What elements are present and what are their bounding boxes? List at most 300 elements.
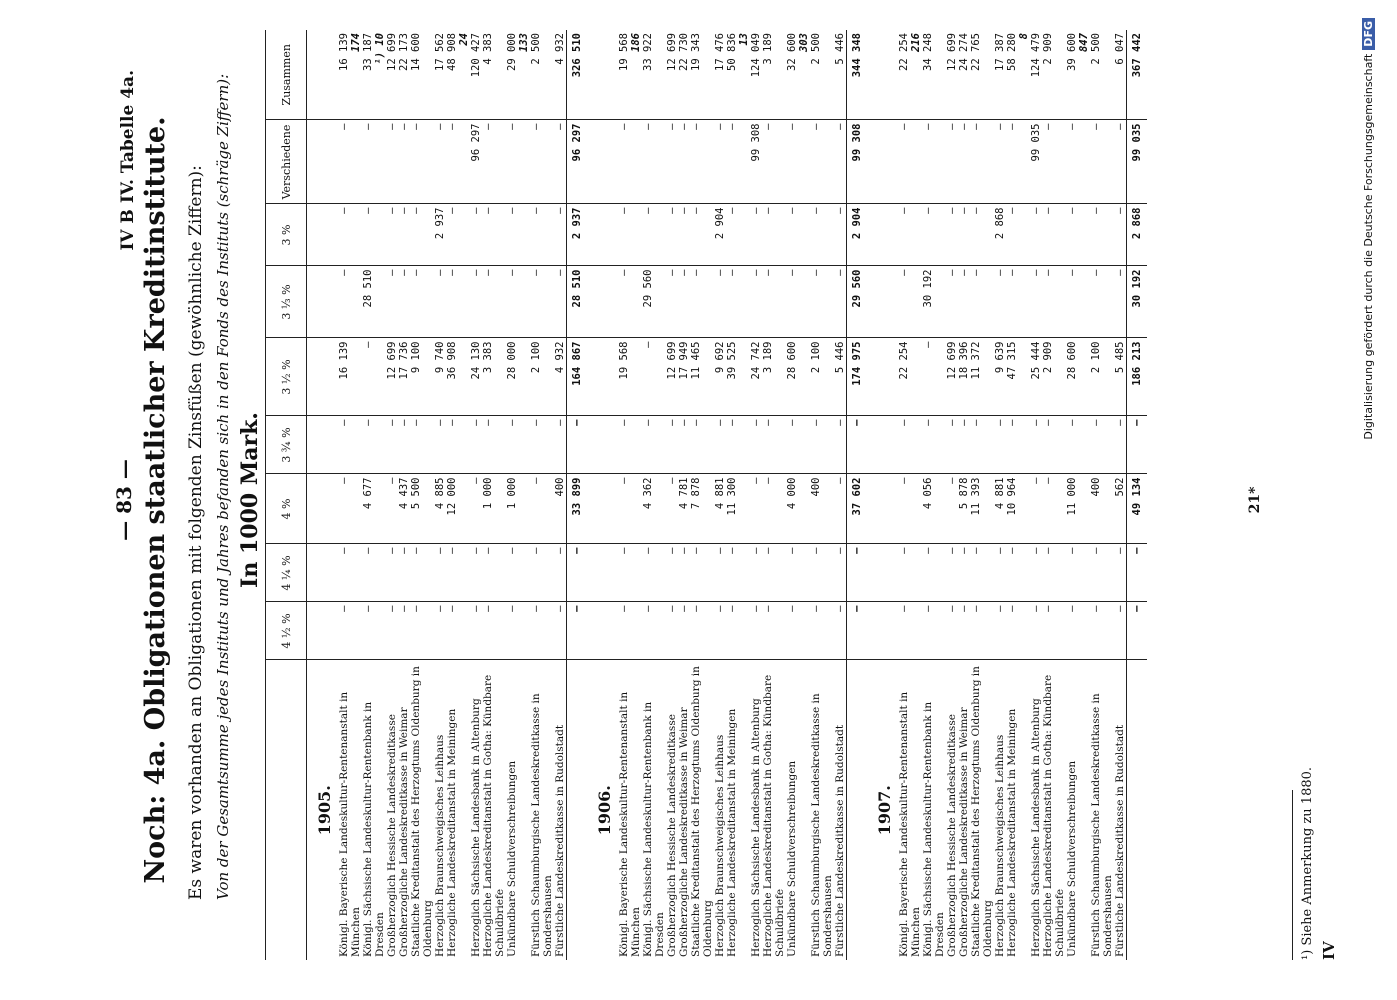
table-row — [714, 30, 726, 960]
value-text: — — [898, 605, 910, 612]
value-text: 11 465 — [690, 341, 702, 380]
value-text: 400 — [810, 477, 822, 497]
value-text: — — [666, 605, 678, 612]
sum-cell: — — [1127, 602, 1148, 660]
page-title: Noch: 4a. Obligationen staatlicher Kreditinstitute. — [140, 116, 171, 884]
value-text: 4 781 — [678, 477, 690, 510]
value-text: — — [362, 605, 374, 612]
value-cell — [618, 338, 642, 416]
value-cell — [666, 204, 678, 266]
empty-cell — [587, 544, 618, 602]
value-cell — [338, 266, 362, 338]
value-cell — [1030, 602, 1042, 660]
value-cell — [642, 602, 666, 660]
value-cell — [386, 474, 398, 544]
value-cell — [530, 204, 554, 266]
value-text: — — [386, 477, 398, 484]
value-text: — — [362, 547, 374, 554]
value-text: — — [678, 123, 690, 130]
value-cell — [922, 602, 946, 660]
value-text: 22 254 — [898, 33, 910, 71]
value-text: 11 300 — [726, 477, 738, 516]
value-text: 4 383 — [482, 33, 494, 65]
value-cell — [554, 30, 567, 120]
value-text: — — [958, 269, 970, 276]
value-cell — [1006, 338, 1030, 416]
value-cell — [898, 416, 922, 474]
value-cell — [362, 266, 386, 338]
signature-mark: IV — [1320, 941, 1338, 960]
value-text: — — [958, 207, 970, 214]
sum-cell: 37 602 — [847, 474, 868, 544]
value-text: — — [994, 269, 1006, 276]
fund-value: 186 — [630, 33, 642, 52]
year-row — [867, 30, 898, 960]
value-cell — [1090, 474, 1114, 544]
value-text: 4 000 — [786, 477, 798, 510]
value-cell — [470, 266, 482, 338]
value-cell — [726, 338, 750, 416]
value-text: — — [1006, 419, 1018, 426]
value-text: 124 049 — [750, 33, 762, 78]
value-text: 4 362 — [642, 477, 654, 510]
value-cell — [1114, 204, 1127, 266]
value-text: 24 742 — [750, 341, 762, 380]
value-text: 2 937 — [434, 207, 446, 240]
value-text: — — [482, 419, 494, 426]
value-cell — [506, 544, 530, 602]
value-cell — [398, 204, 410, 266]
value-cell — [446, 30, 470, 120]
value-cell — [714, 120, 726, 204]
value-text: — — [922, 123, 934, 130]
value-text: — — [642, 605, 654, 612]
institute-name: Fürstliche Landeskreditkasse in Rudolstadt — [554, 724, 566, 957]
value-text: — — [750, 207, 762, 214]
sum-cell: — — [567, 602, 588, 660]
value-cell — [1042, 338, 1066, 416]
institute-name: Fürstliche Landeskreditkasse in Rudolstadt — [1114, 724, 1126, 957]
value-text: — — [786, 419, 798, 426]
value-cell — [398, 602, 410, 660]
value-cell — [958, 338, 970, 416]
value-cell — [642, 266, 666, 338]
value-cell — [898, 474, 922, 544]
value-text: — — [714, 123, 726, 130]
column-header: Zusammen — [266, 30, 307, 120]
page-code: 21* — [1247, 486, 1263, 514]
value-cell — [690, 266, 714, 338]
value-text: 17 949 — [678, 341, 690, 380]
footnote-divider — [1292, 790, 1293, 960]
value-cell — [786, 266, 810, 338]
value-cell — [1006, 544, 1030, 602]
value-text: — — [446, 269, 458, 276]
year-label: 1906. — [595, 785, 614, 836]
value-cell — [922, 120, 946, 204]
value-text: 9 692 — [714, 341, 726, 374]
value-cell — [946, 30, 958, 120]
value-text: — — [410, 207, 422, 214]
unit-label: In 1000 Mark. — [237, 412, 263, 588]
value-text: — — [994, 419, 1006, 426]
value-cell — [642, 30, 666, 120]
table-row — [726, 30, 750, 960]
value-cell — [994, 416, 1006, 474]
value-text: — — [898, 419, 910, 426]
value-text: — — [1030, 605, 1042, 612]
value-text: — — [410, 547, 422, 554]
value-text: — — [690, 123, 702, 130]
value-text: — — [678, 269, 690, 276]
value-text: — — [898, 207, 910, 214]
value-cell — [898, 602, 922, 660]
value-cell — [714, 266, 726, 338]
value-text: — — [618, 269, 630, 276]
value-cell — [642, 474, 666, 544]
institute-name: Fürstlich Schaumburgische Landeskreditkasse in Sondershausen — [1090, 693, 1114, 957]
value-cell — [762, 602, 786, 660]
header-row — [266, 30, 307, 960]
value-cell — [898, 266, 922, 338]
sum-label — [847, 660, 868, 960]
value-text: — — [642, 123, 654, 130]
value-cell — [410, 120, 434, 204]
value-text: — — [1066, 605, 1078, 612]
value-cell — [994, 602, 1006, 660]
value-text: — — [618, 207, 630, 214]
value-text: — — [530, 477, 542, 484]
value-cell — [446, 602, 470, 660]
value-text: 30 192 — [922, 269, 934, 308]
value-cell — [642, 204, 666, 266]
value-text: — — [506, 207, 518, 214]
institute-name: Herzogliche Landeskreditanstalt in Gotha: Kündbare Schuldbriefe — [482, 674, 506, 957]
value-cell — [750, 338, 762, 416]
value-text: — — [690, 419, 702, 426]
value-text: — — [386, 605, 398, 612]
institute-name: Unkündbare Schuldverschreibungen — [786, 760, 798, 957]
value-cell — [1066, 30, 1090, 120]
value-text: 28 600 — [1066, 341, 1078, 380]
value-cell — [618, 416, 642, 474]
value-cell — [386, 416, 398, 474]
sum-cell: — — [1127, 416, 1148, 474]
institute-name: Herzoglich Braunschweigisches Leihhaus — [714, 734, 726, 957]
value-cell — [970, 204, 994, 266]
value-text: 19 568 — [618, 341, 630, 380]
value-text: — — [946, 605, 958, 612]
value-text: — — [1114, 605, 1126, 612]
value-cell — [470, 338, 482, 416]
value-text: 124 479 — [1030, 33, 1042, 78]
institute-name: Großherzoglich Hessische Landeskreditkasse — [946, 714, 958, 957]
rotated-page: — 83 — IV B IV. Tabelle 4a. Noch: 4a. Obligationen staatlicher Kreditinstitute. Es waren vorhanden an Obligationen mit folgenden Zinsfüßen (gewöhnliche Ziffern): Von der Gesamtsumme jedes Instituts und Jahres befanden sich in den Fonds des Instituts (schräge Ziffern): In 1000 Mark. 4 ½ % 4 ¼ % 4 % 3 ¾ % 3 ½ % 3 ⅓ % 3 % Verschiedene Zusammen 1905. Königl. Bayerische Landeskultur-Rentenanstalt in München — — — — 16 139 — — — 16 139 174 Königl. Sächsische Landeskultur-Rentenbank in Dresden — — 4 677 — — 28 510 — — 33 187 ¹) 10 Großherzoglich Hessische Landeskreditkasse — — — — 12 699 — — — 12 699 Großherzogliche Landeskreditkasse in Weimar — — 4 437 — 17 736 — — — 22 173 Staatliche Kreditanstalt des Herzogtums Oldenburg in Oldenburg — — 5 500 — 9 100 — — — 14 600 Herzoglich Braunschweigisches Leihhaus — — 4 885 — 9 740 — 2 937 — 17 562 Herzogliche Landeskreditanstalt in Meiningen — — 12 000 — 36 908 — — — 48 908 24 Herzoglich Sächsische Landesbank in Altenburg — — — — 24 130 — — 96 297 120 427 Herzogliche Landeskreditanstalt in Gotha: Kündbare Schuldbriefe — — 1 000 — 3 383 — — — 4 383 Unkündbare Schuldverschreibungen — — 1 000 — 28 000 — — — 29 000 133 Fürstlich Schaumburgische Landeskreditkasse in Sondershausen — — — — 2 100 — — — 2 500 Fürstliche Landeskreditkasse in Rudolstadt — — 400 — 4 932 — — — 4 932 — — 33 899 — 164 867 28 510 2 937 96 297 326 510 1906. Königl. Bayerische Landeskultur-Rentenanstalt in München — — — — 19 568 — — — 19 568 186 Königl. Sächsische Landeskultur-Rentenbank in Dresden — — 4 362 — — 29 560 — — 33 922 Großherzoglich Hessische Landeskreditkasse — — — — 12 699 — — — 12 699 Großherzogliche Landeskreditkasse in Weimar — — 4 781 — 17 949 — — — 22 730 Staatliche Kreditanstalt des Herzogtums Oldenburg in Oldenburg — — 7 878 — 11 465 — — — 19 343 Herzoglich Braunschweigisches Leihhaus — — 4 881 — 9 692 — 2 904 — 17 476 Herzogliche Landeskreditanstalt in Meiningen — — 11 300 — 39 525 — — — 50 836 13 Herzoglich Sächsische Landesbank in Altenburg — — — — 24 742 — — 99 308 124 049 Herzogliche Landeskreditanstalt in Gotha: Kündbare Schuldbriefe — — — — 3 189 — — — 3 189 Unkündbare Schuldverschreibungen — — 4 000 — 28 600 — — — 32 600 303 Fürstlich Schaumburgische Landeskreditkasse in Sondershausen — — 400 — 2 100 — — — 2 500 Fürstliche Landeskreditkasse in Rudolstadt — — — — 5 446 — — — 5 446 — — 37 602 — 174 975 29 560 2 904 99 308 344 348 1907. Königl. Bayerische Landeskultur-Rentenanstalt in München — — — — 22 254 — — — 22 254 216 Königl. Sächsische Landeskultur-Rentenbank in Dresden — — 4 056 — — 30 192 — — 34 248 Großherzoglich Hessische Landeskreditkasse — — — — 12 699 — — — 12 699 Großherzogliche Landeskreditkasse in Weimar — — 5 878 — 18 396 — — — 24 274 Staatliche Kreditanstalt des Herzogtums Oldenburg in Oldenburg — — 11 393 — 11 372 — — — 22 765 Herzoglich Braunschweigisches Leihhaus — — 4 881 — 9 639 — 2 868 — 17 387 Herzogliche Landeskreditanstalt in Meiningen — — 10 964 — 47 315 — — — 58 280 8 Herzoglich Sächsische Landesbank in Altenburg — — — — 25 444 — — 99 035 124 479 Herzogliche Landeskreditanstalt in Gotha: Kündbare Schuldbriefe — — — — 2 909 — — — 2 909 Unkündbare Schuldverschreibungen — — 11 000 — 28 600 — — — 39 600 847 Fürstlich Schaumburgische Landeskreditkasse in Sondershausen — — 400 — 2 100 — — — 2 500 Fürstliche Landeskreditkasse in Rudolstadt — — 562 — 5 485 — — — 6 047 — — 49 134 — 186 213 30 192 2 868 99 035 367 442 21* ¹) Siehe Anmerkung zu 1880. IV Digitalisierung gefördert durch die Deutsche ForschungsgemeinschaftDFG — [0, 0, 1397, 1000]
value-text: — — [834, 605, 846, 612]
value-cell — [554, 544, 567, 602]
value-cell — [678, 120, 690, 204]
value-text: 5 485 — [1114, 341, 1126, 374]
value-cell — [678, 266, 690, 338]
value-text: — — [470, 477, 482, 484]
value-text: — — [810, 605, 822, 612]
value-text: — — [554, 419, 566, 426]
value-cell — [922, 416, 946, 474]
sum-cell: 174 975 — [847, 338, 868, 416]
value-text: 47 315 — [1006, 341, 1018, 380]
value-text: 12 699 — [946, 341, 958, 380]
value-text: — — [642, 419, 654, 426]
value-cell — [750, 266, 762, 338]
value-cell — [446, 474, 470, 544]
value-text: — — [446, 123, 458, 130]
value-text: — — [1090, 419, 1102, 426]
value-cell — [470, 416, 482, 474]
value-cell — [678, 30, 690, 120]
value-cell — [946, 602, 958, 660]
value-cell — [1042, 204, 1066, 266]
value-text: 4 932 — [554, 33, 566, 65]
value-cell — [398, 30, 410, 120]
value-cell — [834, 338, 847, 416]
value-text: — — [750, 477, 762, 484]
empty-cell — [867, 416, 898, 474]
value-text: 16 139 — [338, 341, 350, 380]
year-row — [307, 30, 339, 960]
value-text: — — [946, 207, 958, 214]
table-row — [410, 30, 434, 960]
value-text: — — [666, 419, 678, 426]
value-text: — — [1042, 605, 1054, 612]
institute-name: Königl. Bayerische Landeskultur-Rentenanstalt in München — [618, 691, 642, 957]
value-cell — [786, 338, 810, 416]
value-text: — — [994, 123, 1006, 130]
value-text: 12 000 — [446, 477, 458, 516]
value-cell — [398, 416, 410, 474]
empty-cell — [587, 474, 618, 544]
value-text: — — [762, 419, 774, 426]
value-text: 12 699 — [386, 33, 398, 71]
value-text: — — [786, 207, 798, 214]
value-text: 5 878 — [958, 477, 970, 510]
table-row — [750, 30, 762, 960]
value-text: — — [386, 419, 398, 426]
value-text: — — [362, 419, 374, 426]
value-cell — [446, 338, 470, 416]
value-cell — [338, 474, 362, 544]
value-cell — [1066, 544, 1090, 602]
value-cell — [554, 474, 567, 544]
value-cell — [970, 416, 994, 474]
value-text: — — [1006, 207, 1018, 214]
value-cell — [1114, 474, 1127, 544]
table-row — [446, 30, 470, 960]
value-text: 3 189 — [762, 33, 774, 65]
table-row — [946, 30, 958, 960]
value-cell — [714, 30, 726, 120]
value-text: — — [922, 207, 934, 214]
value-cell — [970, 266, 994, 338]
value-text: 4 677 — [362, 477, 374, 510]
value-text: — — [834, 419, 846, 426]
value-text: — — [922, 341, 934, 348]
value-text: — — [398, 269, 410, 276]
value-text: — — [1090, 605, 1102, 612]
value-text: — — [410, 269, 422, 276]
value-text: 7 878 — [690, 477, 702, 510]
value-cell — [690, 30, 714, 120]
value-text: — — [958, 547, 970, 554]
value-text: — — [530, 605, 542, 612]
value-cell — [386, 204, 398, 266]
value-cell — [946, 120, 958, 204]
value-text: — — [482, 207, 494, 214]
fund-value: 133 — [518, 33, 530, 52]
value-cell — [1090, 266, 1114, 338]
value-text: — — [470, 419, 482, 426]
column-header: 3 ⅓ % — [266, 266, 307, 338]
value-text: — — [618, 547, 630, 554]
value-text: — — [530, 123, 542, 130]
empty-cell — [867, 544, 898, 602]
value-text: — — [762, 123, 774, 130]
empty-cell — [867, 204, 898, 266]
value-text: — — [1090, 269, 1102, 276]
value-text: — — [762, 605, 774, 612]
value-text: — — [362, 341, 374, 348]
value-text: 17 562 — [434, 33, 446, 71]
value-cell — [338, 120, 362, 204]
value-cell — [810, 338, 834, 416]
value-cell — [810, 544, 834, 602]
value-cell — [410, 544, 434, 602]
value-cell — [786, 204, 810, 266]
value-cell — [386, 120, 398, 204]
empty-cell — [867, 266, 898, 338]
empty-cell — [587, 266, 618, 338]
value-cell — [642, 338, 666, 416]
value-cell — [762, 120, 786, 204]
institute-name: Fürstlich Schaumburgische Landeskreditkasse in Sondershausen — [810, 693, 834, 957]
value-text: 14 600 — [410, 33, 422, 71]
value-text: — — [1066, 269, 1078, 276]
value-text: 400 — [1090, 477, 1102, 497]
empty-cell — [587, 204, 618, 266]
value-text: — — [482, 269, 494, 276]
empty-cell — [307, 204, 339, 266]
value-text: 2 500 — [530, 33, 542, 65]
value-cell — [470, 120, 482, 204]
empty-cell — [867, 338, 898, 416]
value-text: 22 730 — [678, 33, 690, 71]
column-header: 4 ½ % — [266, 602, 307, 660]
value-text: — — [1006, 547, 1018, 554]
value-cell — [554, 602, 567, 660]
value-text: — — [946, 269, 958, 276]
value-text: — — [642, 341, 654, 348]
table-row — [1090, 30, 1114, 960]
value-text: 25 444 — [1030, 341, 1042, 380]
value-text: 2 100 — [810, 341, 822, 374]
value-text: 96 297 — [470, 123, 482, 162]
value-text: — — [1066, 207, 1078, 214]
value-cell — [506, 474, 530, 544]
value-text: 22 765 — [970, 33, 982, 71]
subtitle-regular-figures: Es waren vorhanden an Obligationen mit folgenden Zinsfüßen (gewöhnliche Ziffern): — [186, 165, 206, 900]
value-text: — — [750, 547, 762, 554]
value-cell — [1090, 416, 1114, 474]
value-text: — — [726, 547, 738, 554]
value-text: — — [834, 547, 846, 554]
value-cell — [1006, 602, 1030, 660]
value-cell — [410, 474, 434, 544]
value-cell — [1006, 474, 1030, 544]
value-text: — — [762, 269, 774, 276]
value-cell — [922, 266, 946, 338]
value-cell — [1090, 120, 1114, 204]
column-header: 4 ¼ % — [266, 544, 307, 602]
sum-cell: 96 297 — [567, 120, 588, 204]
value-text: — — [1066, 123, 1078, 130]
value-cell — [338, 30, 362, 120]
table-row — [1066, 30, 1090, 960]
value-cell — [994, 266, 1006, 338]
sum-cell: 164 867 — [567, 338, 588, 416]
table-row — [338, 30, 362, 960]
value-cell — [1090, 602, 1114, 660]
institute-name: Unkündbare Schuldverschreibungen — [506, 760, 518, 957]
value-cell — [434, 30, 446, 120]
value-cell — [762, 544, 786, 602]
value-text: — — [506, 269, 518, 276]
value-cell — [834, 30, 847, 120]
value-cell — [338, 416, 362, 474]
value-cell — [362, 474, 386, 544]
value-text: — — [362, 207, 374, 214]
value-text: 33 922 — [642, 33, 654, 71]
value-cell — [434, 602, 446, 660]
value-cell — [446, 544, 470, 602]
table-row — [398, 30, 410, 960]
table-row — [618, 30, 642, 960]
value-text: — — [338, 269, 350, 276]
institute-name: Herzoglich Sächsische Landesbank in Altenburg — [1030, 698, 1042, 957]
value-text: — — [970, 547, 982, 554]
value-cell — [898, 544, 922, 602]
value-cell — [1042, 602, 1066, 660]
table-row — [530, 30, 554, 960]
value-cell — [690, 544, 714, 602]
value-cell — [470, 474, 482, 544]
value-text: 99 035 — [1030, 123, 1042, 162]
institute-name: Königl. Bayerische Landeskultur-Rentenanstalt in München — [898, 691, 922, 957]
value-cell — [506, 204, 530, 266]
value-cell — [434, 416, 446, 474]
value-cell — [946, 204, 958, 266]
value-cell — [898, 338, 922, 416]
value-cell — [338, 204, 362, 266]
sum-label — [1127, 660, 1148, 960]
value-cell — [1042, 120, 1066, 204]
sum-cell: — — [567, 544, 588, 602]
value-text: — — [338, 477, 350, 484]
value-text: — — [678, 207, 690, 214]
value-text: — — [1042, 477, 1054, 484]
value-cell — [386, 338, 398, 416]
sum-cell: — — [1127, 544, 1148, 602]
value-text: 28 600 — [786, 341, 798, 380]
value-text: — — [446, 547, 458, 554]
